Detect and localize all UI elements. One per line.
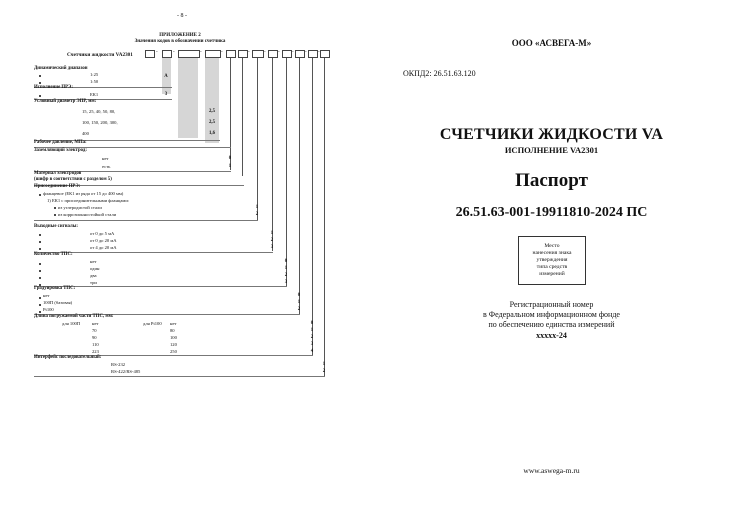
item-text: 100, 150, 200, 300, — [82, 120, 118, 125]
item-text: есть — [102, 164, 111, 169]
code-separator: - — [278, 50, 280, 55]
bullet — [39, 248, 41, 250]
item-code: 0 — [310, 321, 314, 326]
bullet — [39, 304, 41, 306]
item-code: 1 — [228, 164, 232, 169]
item-text: из углеродистой стали — [58, 205, 102, 210]
item-code: 1,6 — [209, 131, 215, 136]
bullet — [39, 263, 41, 265]
item-text: ЕК1 — [90, 92, 99, 97]
code-separator: - — [305, 50, 307, 55]
code-box — [308, 50, 318, 58]
item-text: из коррозионностойкой стали — [58, 212, 117, 217]
item-text: нет — [43, 293, 50, 298]
item-text: фланцевое (ЕК1 из ряда от 15 до 400 мм) — [43, 191, 124, 196]
item-code: 0 — [228, 156, 232, 161]
section-header: Рабочее давление, МПа: — [34, 140, 87, 145]
leader-line — [242, 58, 243, 176]
code-box — [145, 50, 155, 58]
document-subtitle: ИСПОЛНЕНИЕ VA2301 — [504, 145, 599, 155]
section-header: Материал электродов — [34, 171, 82, 176]
section-header: Заземляющий электрод: — [34, 148, 87, 153]
bullet — [39, 277, 41, 279]
length-100p: 70 — [92, 328, 97, 333]
item-code: 4 — [310, 349, 314, 354]
website-url: www.aswega-m.ru — [523, 466, 580, 475]
section-header: Исполнение ПРЭ: — [34, 85, 73, 90]
item-code: 2 — [255, 212, 259, 217]
page-number: - 8 - — [177, 13, 187, 19]
item-text: RS-422/RS-485 — [111, 369, 141, 374]
code-box — [252, 50, 264, 58]
item-text: три — [90, 280, 97, 285]
bullet — [39, 234, 41, 236]
appendix-subtitle: Значения кодов в обозначении счетчика — [134, 39, 226, 44]
code-label: Счетчики жидкости VA2301 — [67, 52, 133, 58]
length-pt100: 250 — [170, 349, 177, 354]
item-text: 100П (базовая) — [43, 300, 73, 305]
item-code: 1 — [270, 231, 274, 236]
section-header: Количество ТПС: — [34, 252, 73, 257]
leader-line — [299, 58, 300, 315]
leader-line — [324, 58, 325, 376]
bullet — [39, 297, 41, 299]
item-code: 2,5 — [209, 109, 215, 114]
item-text: два — [90, 273, 97, 278]
section-header: Присоединение ПРЭ: — [34, 184, 81, 189]
item-code: 1 — [255, 205, 259, 210]
code-box — [295, 50, 305, 58]
item-code: 2 — [270, 238, 274, 243]
code-separator: - — [221, 50, 223, 55]
bullet — [39, 75, 41, 77]
code-box — [162, 50, 172, 58]
code-separator: - — [264, 50, 266, 55]
bullet — [39, 82, 41, 84]
code-box — [226, 50, 236, 58]
leader-line — [286, 58, 287, 286]
item-text: 400 — [82, 131, 89, 136]
item-text: Pt100 — [43, 307, 54, 312]
bullet — [39, 270, 41, 272]
item-text: RS-232 — [111, 362, 126, 367]
item-code: 3 — [310, 342, 314, 347]
item-text: один — [90, 266, 100, 271]
registration-caption — [368, 300, 735, 330]
code-box — [282, 50, 292, 58]
bullet — [39, 241, 41, 243]
item-code: 1 — [310, 328, 314, 333]
leader-line — [312, 58, 313, 355]
code-separator: - — [156, 50, 158, 55]
code-column — [178, 58, 198, 138]
bullet — [54, 214, 56, 216]
item-text: от 0 до 20 мА — [90, 238, 117, 243]
item-text: нет — [102, 156, 109, 161]
item-code: 2 — [310, 335, 314, 340]
okpd-code: ОКПД2: 26.51.63.120 — [403, 69, 476, 78]
document-number: 26.51.63-001-19911810-2024 ПС — [455, 205, 648, 220]
item-code: 2 — [284, 273, 288, 278]
section-header: Длина погружаемой части ТПС, мм: — [34, 314, 114, 319]
length-pt100: 100 — [170, 335, 177, 340]
item-code: 1 — [297, 300, 301, 305]
length-head: для 100П — [62, 321, 81, 326]
item-code: 1 — [284, 266, 288, 271]
item-code: 2,5 — [209, 120, 215, 125]
item-text: 1:50 — [90, 79, 99, 84]
length-head: нет — [170, 321, 177, 326]
right-page — [368, 0, 735, 520]
section-header: Градуировка ТПС: — [34, 286, 76, 291]
code-separator: - — [292, 50, 294, 55]
section-subheader: (шифр в соответствии с разделом 5) — [34, 177, 112, 182]
document-title: СЧЕТЧИКИ ЖИДКОСТИ VA — [439, 126, 664, 143]
code-box — [320, 50, 330, 58]
length-100p: 90 — [92, 335, 97, 340]
code-box — [178, 50, 200, 58]
item-text: 1:25 — [90, 72, 99, 77]
item-code: 3 — [164, 92, 168, 97]
registration-number: ххххх-24 — [536, 331, 567, 340]
length-pt100: 80 — [170, 328, 175, 333]
length-pt100: 120 — [170, 342, 177, 347]
code-separator: - — [200, 50, 202, 55]
section-header: Выходные сигналы: — [34, 224, 78, 229]
leader-line — [272, 58, 273, 251]
length-100p: 110 — [92, 342, 99, 347]
leader-line — [230, 58, 231, 170]
registration-line: Регистрационный номер — [509, 300, 594, 309]
organization-name: ООО «АСВЕГА-М» — [511, 38, 592, 48]
item-code: 2 — [322, 369, 326, 374]
length-head: для Pt100 — [143, 321, 162, 326]
item-code: 1 — [322, 362, 326, 367]
registration-line: по обеспечению единства измерений — [488, 320, 615, 329]
code-box — [238, 50, 248, 58]
code-separator: - — [248, 50, 250, 55]
divider — [34, 220, 258, 221]
code-separator: - — [173, 50, 175, 55]
item-code: 0 — [297, 293, 301, 298]
item-code: 3 — [284, 280, 288, 285]
item-text: от 0 до 5 мА — [90, 231, 115, 236]
section-header: Условный диаметр ЭПР, мм: — [34, 99, 97, 104]
registration-line: в Федеральном информационном фонде — [483, 310, 620, 319]
item-text: от 4 до 20 мА — [90, 245, 117, 250]
leader-line — [257, 58, 258, 221]
length-100p: 223 — [92, 349, 99, 354]
document-type: Паспорт — [515, 170, 588, 191]
section-header: Динамический диапазон — [34, 66, 88, 71]
code-separator: - — [318, 50, 320, 55]
section-header: Интерфейс последовательный: — [34, 355, 102, 360]
appendix-heading — [60, 33, 300, 45]
item-text: 1) ЕК1 с присоединительными фланцами: — [47, 198, 130, 203]
approval-mark-box — [518, 236, 586, 285]
length-head: нет — [92, 321, 99, 326]
divider — [34, 376, 325, 377]
item-text: нет — [90, 259, 97, 264]
approval-mark-text: Место нанесения знака утверждения типа средств измерений — [532, 243, 572, 277]
bullet — [39, 194, 41, 196]
appendix-title: ПРИЛОЖЕНИЕ 2 — [159, 33, 201, 38]
item-code: 2 — [297, 307, 301, 312]
bullet — [39, 311, 41, 313]
item-code: A — [164, 74, 168, 79]
code-box — [268, 50, 278, 58]
bullet — [39, 95, 41, 97]
item-text: 15, 25, 40, 50, 80, — [82, 109, 116, 114]
item-code: 3 — [270, 245, 274, 250]
bullet — [54, 207, 56, 209]
code-box — [205, 50, 221, 58]
item-code: 0 — [284, 259, 288, 264]
